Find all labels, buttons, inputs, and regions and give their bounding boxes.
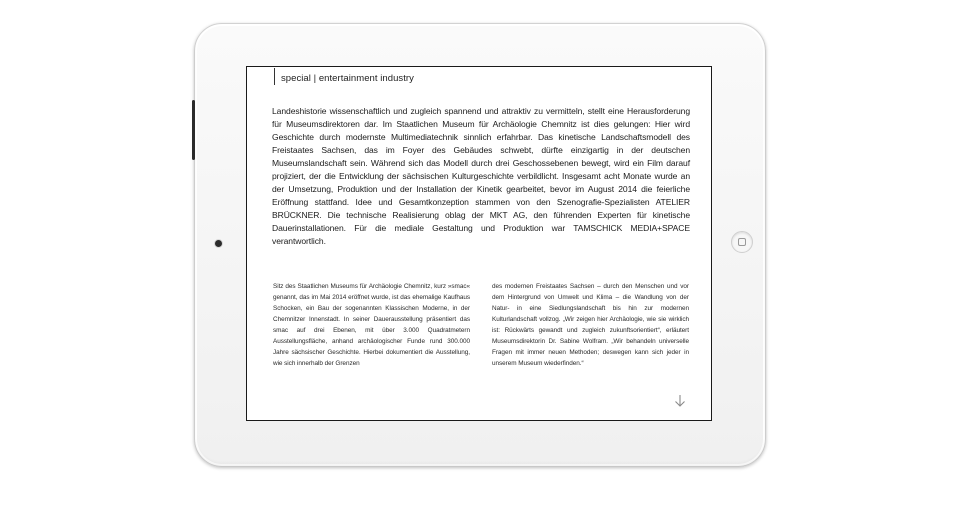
section-header bbox=[274, 67, 414, 89]
article-body-columns bbox=[273, 281, 689, 369]
tablet-screen bbox=[246, 66, 712, 421]
article-column-left: Sitz des Staatlichen Museums für Archäologie Chemnitz, kurz »smac« genannt, das im Mai 2014 eröffnet wurde, ist das ehemalige Kaufhaus Schocken, ein Bau der sogenannten Klassischen Moderne, in der Chemnitzer Innenstadt. In seiner Dauerausstellung präsentiert das smac auf drei Ebenen, mit über 3.000 Quadratmetern Ausstellungsfläche, anhand archäologischer Funde rund 300.000 Jahre sächsischer Geschichte. Hierbei dokumentiert die Ausstellung, wie sich innerhalb der Grenzen bbox=[273, 283, 470, 367]
arrow-down-icon[interactable] bbox=[673, 394, 687, 408]
header-rule bbox=[274, 68, 275, 85]
section-label: special | entertainment industry bbox=[281, 72, 414, 84]
home-square-icon bbox=[738, 238, 746, 246]
camera-icon bbox=[215, 240, 222, 247]
tablet-side-button bbox=[192, 100, 195, 160]
article-lead-paragraph: Landeshistorie wissenschaftlich und zugleich spannend und attraktiv zu vermitteln, stellt eine Herausforderung für Museumsdirektoren dar. Im Staatlichen Museum für Archäologie Chemnitz ist dies gelungen: Hier wird Geschichte durch modernste Multimediatechnik sinnlich erfahrbar. Das kinetische Landschaftsmodell des Freistaates Sachsen, das im Foyer des Gebäudes schwebt, dürfte einzigartig in der deutschen Museumslandschaft sein. Während sich das Modell durch drei Geschossebenen bewegt, wird ein Film darauf projiziert, der die Entwicklung der sächsischen Kulturgeschichte verbildlicht. Insgesamt acht Monate wurde an der Umsetzung, Produktion und der Installation der Kinetik gearbeitet, bevor im August 2014 die feierliche Eröffnung stattfand. Idee und Gesamtkonzeption stammen von den Szenografie-Spezialisten ATELIER BRÜCKNER. Die technische Realisierung oblag der MKT AG, den führenden Experten für kinetische Dauerinstallationen. Für die mediale Gestaltung und Produktion war TAMSCHICK MEDIA+SPACE verantwortlich. bbox=[272, 106, 690, 246]
home-button[interactable] bbox=[731, 231, 753, 253]
article-column-right: des modernen Freistaates Sachsen – durch den Menschen und vor dem Hintergrund von Umwelt und Klima – die Wandlung von der Natur- in eine Siedlungslandschaft bis hin zur modernen Kulturlandschaft vollzog. „Wir zeigen hier Archäologie, wie sie wirklich ist: Rückwärts gewandt und zugleich zukunftsorientiert“, erläutert Museumsdirektorin Dr. Sabine Wolfram. „Wir behandeln universelle Fragen mit immer neuen Methoden; deswegen kann sich jeder in unserem Museum wiederfinden.“ bbox=[492, 283, 689, 367]
